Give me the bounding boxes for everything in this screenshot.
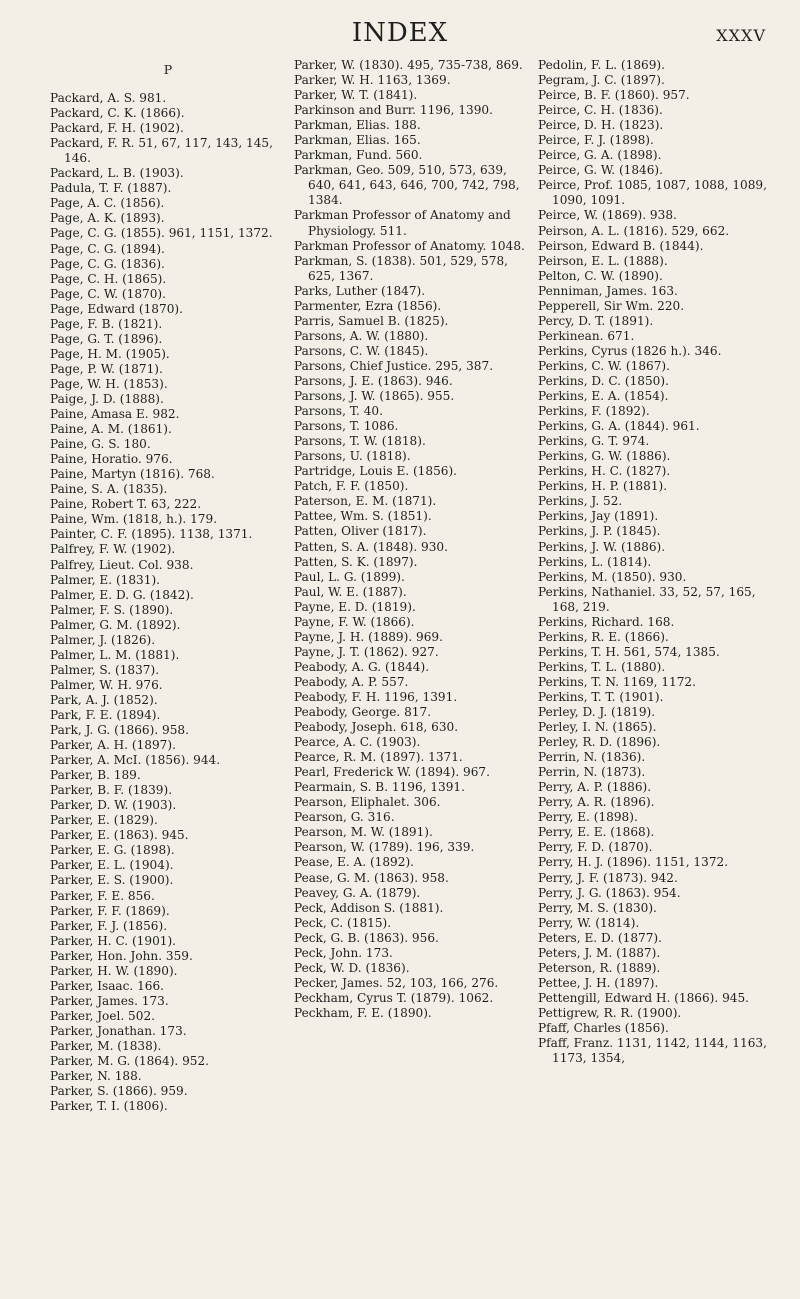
index-entry: Peck, John. 173.	[294, 945, 393, 960]
index-entry: Payne, F. W. (1866).	[294, 614, 415, 629]
index-entry: Perkins, E. A. (1854).	[538, 389, 669, 404]
index-entry: Park, F. E. (1894).	[50, 707, 161, 722]
index-entry: Parsons, T. 40.	[294, 404, 383, 419]
index-entry: Palmer, J. (1826).	[50, 632, 156, 647]
index-entry: Pearl, Frederick W. (1894). 967.	[294, 765, 490, 780]
index-entry: Perkinean. 671.	[538, 328, 635, 343]
index-entry: Peabody, Joseph. 618, 630.	[294, 720, 459, 735]
index-entry: Pearson, G. 316.	[294, 810, 395, 825]
index-entry: Page, F. B. (1821).	[50, 316, 163, 331]
index-entry: Parker, H. C. (1901).	[50, 933, 177, 948]
index-entry: Pepperell, Sir Wm. 220.	[538, 298, 685, 313]
index-entry: Parsons, T. W. (1818).	[294, 434, 426, 449]
index-entry: Paine, S. A. (1835).	[50, 482, 168, 497]
section-letter: P	[163, 62, 173, 77]
index-entry: Perkins, Nathaniel. 33, 52, 57, 165, 168, 219.	[538, 584, 756, 614]
index-entry: Parker, A. H. (1897).	[50, 738, 176, 753]
index-entry: Parkinson and Burr. 1196, 1390.	[294, 103, 493, 118]
index-entry: Peirce, W. (1869). 938.	[538, 208, 677, 223]
index-entry: Palmer, L. M. (1881).	[50, 647, 180, 662]
index-entry: Pearson, Eliphalet. 306.	[294, 795, 441, 810]
index-entry: Parker, Joel. 502.	[50, 1008, 155, 1023]
index-entry: Peabody, F. H. 1196, 1391.	[294, 689, 458, 704]
index-entry: Parker, Isaac. 166.	[50, 978, 165, 993]
index-entry: Parsons, A. W. (1880).	[294, 328, 429, 343]
index-entry: Pfaff, Franz. 1131, 1142, 1144, 1163, 1173, 1354,	[538, 1036, 767, 1066]
index-entry: Page, C. G. (1836).	[50, 256, 165, 271]
index-entry: Patten, S. K. (1897).	[294, 554, 418, 569]
index-entry: Parris, Samuel B. (1825).	[294, 313, 449, 328]
index-entry: Perry, W. (1814).	[538, 915, 640, 930]
index-entry: Paul, W. E. (1887).	[294, 584, 407, 599]
index-entry: Peirce, G. W. (1846).	[538, 163, 663, 178]
index-entry: Perry, J. G. (1863). 954.	[538, 885, 681, 900]
index-entry: Pattee, Wm. S. (1851).	[294, 509, 432, 524]
index-entry: Paine, Robert T. 63, 222.	[50, 497, 202, 512]
index-entry: Parker, Jonathan. 173.	[50, 1023, 187, 1038]
index-entry: Perrin, N. (1836).	[538, 750, 646, 765]
index-entry: Page, C. G. (1855). 961, 1151, 1372.	[50, 226, 273, 241]
index-entry: Partridge, Louis E. (1856).	[294, 464, 458, 479]
index-entry: Peterson, R. (1889).	[538, 960, 661, 975]
index-entry: Pearson, W. (1789). 196, 339.	[294, 840, 475, 855]
index-entry: Page, A. C. (1856).	[50, 196, 165, 211]
index-entry: Peck, C. (1815).	[294, 915, 392, 930]
index-entry: Parker, S. (1866). 959.	[50, 1084, 188, 1099]
index-entry: Percy, D. T. (1891).	[538, 313, 654, 328]
index-entry: Page, C. G. (1894).	[50, 241, 165, 256]
index-entry: Payne, E. D. (1819).	[294, 599, 416, 614]
index-entry: Pettee, J. H. (1897).	[538, 975, 659, 990]
index-entry: Peabody, A. G. (1844).	[294, 659, 430, 674]
index-entry: Peters, J. M. (1887).	[538, 945, 661, 960]
index-entry: Park, J. G. (1866). 958.	[50, 723, 189, 738]
index-entry: Peirce, D. H. (1823).	[538, 118, 664, 133]
index-entry: Peirce, G. A. (1898).	[538, 148, 662, 163]
index-entry: Padula, T. F. (1887).	[50, 181, 172, 196]
index-entry: Painter, C. F. (1895). 1138, 1371.	[50, 527, 253, 542]
index-entry: Perrin, N. (1873).	[538, 765, 646, 780]
index-entry: Palfrey, Lieut. Col. 938.	[50, 557, 194, 572]
index-entry: Pecker, James. 52, 103, 166, 276.	[294, 975, 499, 990]
index-entry: Perkins, G. T. 974.	[538, 434, 650, 449]
index-entry: Parkman, S. (1838). 501, 529, 578, 625, 1367.	[294, 253, 508, 283]
index-column-1	[50, 58, 286, 1114]
index-entry: Perkins, T. N. 1169, 1172.	[538, 674, 696, 689]
index-entry: Perkins, H. P. (1881).	[538, 479, 668, 494]
index-entry: Perley, I. N. (1865).	[538, 720, 657, 735]
entry-list	[538, 58, 774, 1066]
index-entry: Pearce, A. C. (1903).	[294, 735, 421, 750]
index-entry: Pedolin, F. L. (1869).	[538, 58, 665, 72]
index-entry: Park, A. J. (1852).	[50, 692, 158, 707]
index-entry: Parker, W. (1830). 495, 735-738, 869.	[294, 58, 523, 72]
index-entry: Perry, F. D. (1870).	[538, 840, 653, 855]
index-entry: Perkins, Cyrus (1826 h.). 346.	[538, 343, 722, 358]
index-entry: Peters, E. D. (1877).	[538, 930, 662, 945]
index-entry: Page, Edward (1870).	[50, 301, 183, 316]
index-entry: Patch, F. F. (1850).	[294, 479, 409, 494]
index-entry: Perry, E. E. (1868).	[538, 825, 655, 840]
index-entry: Peckham, F. E. (1890).	[294, 1005, 432, 1020]
index-entry: Perkins, D. C. (1850).	[538, 373, 669, 388]
index-entry: Page, P. W. (1871).	[50, 361, 163, 376]
index-entry: Peirce, B. F. (1860). 957.	[538, 88, 690, 103]
index-entry: Page, C. H. (1865).	[50, 271, 167, 286]
index-entry: Pease, G. M. (1863). 958.	[294, 870, 449, 885]
index-entry: Peirce, C. H. (1836).	[538, 103, 663, 118]
index-entry: Perkins, J. W. (1886).	[538, 539, 666, 554]
index-entry: Peabody, A. P. 557.	[294, 674, 409, 689]
index-entry: Perkins, M. (1850). 930.	[538, 569, 687, 584]
index-entry: Perkins, Jay (1891).	[538, 509, 659, 524]
index-entry: Perkins, C. W. (1867).	[538, 358, 670, 373]
index-entry: Perkins, J. P. (1845).	[538, 524, 661, 539]
index-entry: Parsons, U. (1818).	[294, 449, 411, 464]
index-entry: Pettengill, Edward H. (1866). 945.	[538, 990, 750, 1005]
index-entry: Parkman, Fund. 560.	[294, 148, 423, 163]
index-title: INDEX	[351, 18, 449, 48]
index-entry: Pearson, M. W. (1891).	[294, 825, 433, 840]
index-entry: Peirson, A. L. (1816). 529, 662.	[538, 223, 730, 238]
index-entry: Perkins, Richard. 168.	[538, 614, 675, 629]
index-entry: Perkins, J. 52.	[538, 494, 623, 509]
index-entry: Packard, A. S. 981.	[50, 91, 167, 106]
index-entry: Paul, L. G. (1899).	[294, 569, 405, 584]
index-entry: Pegram, J. C. (1897).	[538, 73, 665, 88]
index-entry: Paine, Amasa E. 982.	[50, 407, 180, 422]
page-header	[0, 10, 800, 50]
index-entry: Perkins, T. T. (1901).	[538, 689, 664, 704]
index-entry: Packard, F. H. (1902).	[50, 121, 184, 136]
index-entry: Palmer, S. (1837).	[50, 662, 160, 677]
index-entry: Parker, B. 189.	[50, 768, 141, 783]
index-entry: Page, H. M. (1905).	[50, 346, 170, 361]
index-entry: Parsons, Chief Justice. 295, 387.	[294, 358, 494, 373]
index-entry: Parmenter, Ezra (1856).	[294, 298, 442, 313]
index-entry: Pettigrew, R. R. (1900).	[538, 1005, 682, 1020]
index-entry: Page, C. W. (1870).	[50, 286, 166, 301]
index-entry: Parker, F. F. (1869).	[50, 903, 170, 918]
index-entry: Peavey, G. A. (1879).	[294, 885, 421, 900]
index-entry: Perley, D. J. (1819).	[538, 705, 656, 720]
index-entry: Parker, E. S. (1900).	[50, 873, 174, 888]
index-entry: Parker, B. F. (1839).	[50, 783, 173, 798]
index-entry: Packard, C. K. (1866).	[50, 106, 185, 121]
index-entry: Perry, A. P. (1886).	[538, 780, 652, 795]
index-entry: Peckham, Cyrus T. (1879). 1062.	[294, 990, 494, 1005]
index-entry: Perkins, F. (1892).	[538, 404, 650, 419]
index-entry: Palmer, F. S. (1890).	[50, 602, 174, 617]
index-entry: Pearce, R. M. (1897). 1371.	[294, 750, 463, 765]
index-entry: Parker, F. E. 856.	[50, 888, 155, 903]
entry-list	[294, 58, 530, 1021]
index-entry: Payne, J. T. (1862). 927.	[294, 644, 439, 659]
index-entry: Parker, M. G. (1864). 952.	[50, 1054, 210, 1069]
index-entry: Perry, E. (1898).	[538, 810, 638, 825]
index-entry: Peirson, Edward B. (1844).	[538, 238, 704, 253]
index-column-2	[294, 58, 530, 1021]
index-entry: Pelton, C. W. (1890).	[538, 268, 663, 283]
index-entry: Page, A. K. (1893).	[50, 211, 165, 226]
index-entry: Packard, F. R. 51, 67, 117, 143, 145, 146.	[50, 136, 273, 166]
index-entry: Palmer, E. (1831).	[50, 572, 161, 587]
index-entry: Parker, N. 188.	[50, 1069, 142, 1084]
index-entry: Parkman, Geo. 509, 510, 573, 639, 640, 641, 643, 646, 700, 742, 798, 1384.	[294, 163, 520, 208]
index-entry: Paine, A. M. (1861).	[50, 422, 172, 437]
index-entry: Parker, T. I. (1806).	[50, 1099, 168, 1114]
index-entry: Palfrey, F. W. (1902).	[50, 542, 176, 557]
index-entry: Perry, J. F. (1873). 942.	[538, 870, 678, 885]
index-entry: Parker, E. L. (1904).	[50, 858, 174, 873]
index-entry: Perkins, L. (1814).	[538, 554, 652, 569]
index-entry: Parker, F. J. (1856).	[50, 918, 168, 933]
index-entry: Penniman, James. 163.	[538, 283, 678, 298]
index-entry: Perry, M. S. (1830).	[538, 900, 657, 915]
index-entry: Parsons, T. 1086.	[294, 419, 399, 434]
index-entry: Parsons, C. W. (1845).	[294, 343, 429, 358]
index-entry: Peirson, E. L. (1888).	[538, 253, 668, 268]
index-entry: Parkman Professor of Anatomy. 1048.	[294, 238, 525, 253]
index-entry: Paige, J. D. (1888).	[50, 391, 164, 406]
index-entry: Perkins, G. W. (1886).	[538, 449, 671, 464]
index-entry: Peabody, George. 817.	[294, 705, 432, 720]
index-entry: Parsons, J. E. (1863). 946.	[294, 373, 453, 388]
index-entry: Perkins, T. L. (1880).	[538, 659, 666, 674]
index-entry: Paine, Horatio. 976.	[50, 452, 173, 467]
index-column-3	[538, 58, 774, 1066]
index-entry: Perkins, T. H. 561, 574, 1385.	[538, 644, 720, 659]
index-entry: Payne, J. H. (1889). 969.	[294, 629, 443, 644]
index-entry: Parker, M. (1838).	[50, 1039, 162, 1053]
index-entry: Parker, E. G. (1898).	[50, 843, 175, 858]
index-entry: Palmer, E. D. G. (1842).	[50, 587, 194, 602]
index-entry: Parker, A. McI. (1856). 944.	[50, 753, 221, 768]
index-entry: Parker, D. W. (1903).	[50, 798, 177, 813]
index-entry: Parker, E. (1863). 945.	[50, 828, 189, 843]
index-entry: Peck, W. D. (1836).	[294, 960, 410, 975]
index-entry: Parker, E. (1829).	[50, 813, 158, 828]
index-columns	[50, 58, 770, 1288]
index-entry: Perry, H. J. (1896). 1151, 1372.	[538, 855, 729, 870]
index-entry: Pfaff, Charles (1856).	[538, 1021, 669, 1035]
index-entry: Paine, Martyn (1816). 768.	[50, 467, 215, 482]
index-entry: Peirce, Prof. 1085, 1087, 1088, 1089, 1090, 1091.	[538, 178, 767, 208]
index-entry: Page, G. T. (1896).	[50, 331, 163, 346]
index-entry: Pearmain, S. B. 1196, 1391.	[294, 780, 465, 795]
index-entry: Parsons, J. W. (1865). 955.	[294, 389, 455, 404]
index-entry: Parker, James. 173.	[50, 993, 169, 1008]
index-entry: Parker, W. H. 1163, 1369.	[294, 73, 451, 88]
page-number: XXXV	[716, 26, 766, 45]
index-entry: Perkins, G. A. (1844). 961.	[538, 419, 700, 434]
index-entry: Parker, W. T. (1841).	[294, 88, 418, 103]
index-entry: Palmer, W. H. 976.	[50, 677, 163, 692]
index-entry: Packard, L. B. (1903).	[50, 166, 184, 181]
index-entry: Patten, Oliver (1817).	[294, 524, 427, 539]
index-entry: Parker, H. W. (1890).	[50, 963, 178, 978]
index-entry: Pease, E. A. (1892).	[294, 855, 415, 870]
index-entry: Peck, G. B. (1863). 956.	[294, 930, 439, 945]
index-entry: Perley, R. D. (1896).	[538, 735, 661, 750]
index-entry: Palmer, G. M. (1892).	[50, 617, 181, 632]
index-entry: Parks, Luther (1847).	[294, 283, 426, 298]
index-entry: Perkins, R. E. (1866).	[538, 629, 669, 644]
entry-list	[50, 91, 286, 1114]
index-entry: Perry, A. R. (1896).	[538, 795, 655, 810]
index-entry: Patten, S. A. (1848). 930.	[294, 539, 448, 554]
index-entry: Paine, G. S. 180.	[50, 437, 151, 452]
index-entry: Peirce, F. J. (1898).	[538, 133, 654, 148]
index-entry: Page, W. H. (1853).	[50, 376, 168, 391]
index-entry: Paine, Wm. (1818, h.). 179.	[50, 512, 218, 527]
index-entry: Perkins, H. C. (1827).	[538, 464, 671, 479]
index-entry: Parkman, Elias. 188.	[294, 118, 421, 133]
index-entry: Parker, Hon. John. 359.	[50, 948, 193, 963]
index-entry: Parkman, Elias. 165.	[294, 133, 421, 148]
index-entry: Paterson, E. M. (1871).	[294, 494, 437, 509]
index-entry: Peck, Addison S. (1881).	[294, 900, 444, 915]
index-entry: Parkman Professor of Anatomy and Physiology. 511.	[294, 208, 511, 238]
